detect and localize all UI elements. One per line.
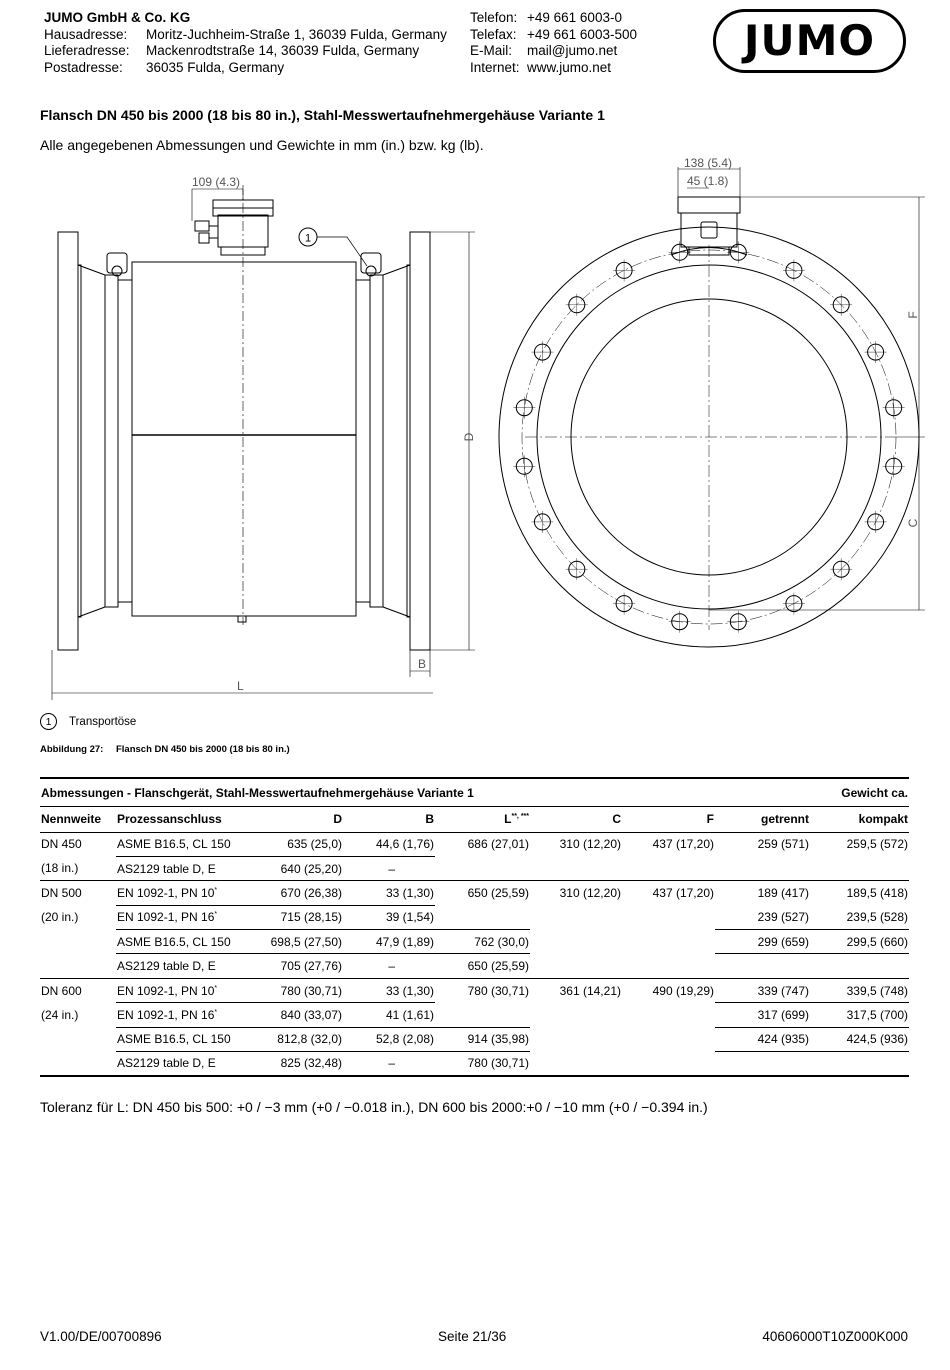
cell-k	[810, 856, 909, 880]
header-c: C	[530, 806, 622, 832]
label-d: D	[462, 432, 476, 442]
header-l-footnote: **, ***	[511, 813, 529, 820]
cell-proz	[116, 881, 256, 905]
header-d: D	[256, 806, 343, 832]
label-f: F	[906, 311, 920, 319]
label-c: C	[906, 518, 920, 528]
cell-g: 424 (935)	[715, 1027, 810, 1051]
cell-f: 490 (19,29)	[622, 978, 715, 1002]
cell-b: –	[343, 1052, 435, 1076]
header-getrennt: getrennt	[715, 806, 810, 832]
header-nennweite: Nennweite	[40, 806, 116, 832]
company-name: JUMO GmbH & Co. KG	[44, 10, 191, 25]
cell-nw	[40, 1052, 116, 1076]
cell-d: 635 (25,0)	[287, 837, 342, 852]
cell-nw	[40, 1027, 116, 1051]
cell-f	[622, 856, 715, 880]
table-row	[40, 881, 909, 905]
cell-nw: (20 in.)	[41, 910, 79, 925]
cell-nw: DN 500	[40, 881, 116, 905]
cell-b: 47,9 (1,89)	[343, 930, 435, 954]
cell-d: 780 (30,71)	[256, 978, 343, 1002]
header-kompakt: kompakt	[810, 806, 909, 832]
cell-c	[530, 1027, 622, 1051]
cell-nw: DN 450	[41, 837, 82, 852]
cell-b: 33 (1,30)	[343, 881, 435, 905]
left-ring	[118, 280, 132, 602]
footnote-marker: *	[214, 1008, 218, 1016]
box-gland-front	[701, 222, 717, 238]
cell-l: 762 (30,0)	[435, 930, 530, 954]
cell-proz: AS2129 table D, E	[116, 954, 256, 978]
cell-g: 317 (699)	[715, 1003, 810, 1027]
cell-l: 780 (30,71)	[435, 978, 530, 1002]
cell-d: 698,5 (27,50)	[256, 930, 343, 954]
address-label: Hausadresse:	[44, 26, 128, 42]
right-neck	[370, 275, 383, 607]
cell-b: 52,8 (2,08)	[343, 1027, 435, 1051]
cell-c	[530, 954, 622, 978]
header-prozess: Prozessanschluss	[116, 806, 256, 832]
table-row	[40, 832, 909, 856]
flange-taper	[78, 607, 105, 617]
header-f: F	[622, 806, 715, 832]
cell-f	[622, 930, 715, 954]
cell-d: 705 (27,76)	[256, 954, 343, 978]
legend-number: 1	[40, 713, 57, 730]
flange-edge	[407, 265, 410, 617]
address-label: Postadresse:	[44, 59, 123, 75]
cell-b: 39 (1,54)	[343, 905, 435, 929]
cell-text: EN 1092-1, PN 10	[117, 983, 215, 998]
footer-doc-id: V1.00/DE/00700896	[40, 1329, 162, 1344]
cell-k	[810, 954, 909, 978]
contact-label: Telefax:	[470, 26, 517, 42]
cell-d: 812,8 (32,0)	[256, 1027, 343, 1051]
cell-l	[435, 1003, 530, 1027]
cell-d: 715 (28,15)	[256, 905, 343, 929]
legend-text: Transportöse	[69, 715, 137, 728]
cell-nw: (24 in.)	[41, 1007, 79, 1022]
left-neck	[105, 275, 118, 607]
address-label: Lieferadresse:	[44, 43, 130, 59]
table-row	[40, 954, 909, 978]
cell-b: 41 (1,61)	[343, 1003, 435, 1027]
cell-b: –	[343, 856, 435, 880]
contact-value: +49 661 6003-500	[527, 26, 637, 42]
contact-row	[470, 43, 637, 60]
cell-f: 437 (17,20)	[652, 837, 714, 852]
section-title: Flansch DN 450 bis 2000 (18 bis 80 in.), Stahl-Messwertaufnehmergehäuse Variante 1	[40, 107, 605, 123]
address-value: Mackenrodtstraße 14, 36039 Fulda, Germany	[146, 43, 420, 59]
cable-gland	[195, 221, 209, 231]
right-flange	[410, 232, 430, 650]
contact-row	[470, 27, 637, 44]
footnote-marker: *	[214, 886, 218, 894]
cell-nw	[40, 954, 116, 978]
dim-138-text: 138 (5.4)	[684, 156, 733, 170]
footer-part-number: 40606000T10Z000K000	[762, 1329, 908, 1344]
cell-k: 424,5 (936)	[810, 1027, 909, 1051]
header-l-text: L	[504, 812, 512, 826]
cell-nw: DN 600	[40, 978, 116, 1002]
contact-value: www.jumo.net	[527, 59, 612, 75]
cell-g	[715, 954, 810, 978]
contact-label: E-Mail:	[470, 43, 513, 59]
cell-proz	[116, 905, 256, 929]
table-header-row	[40, 806, 909, 832]
cell-l: 650 (25,59)	[435, 881, 530, 905]
cell-l	[435, 856, 530, 880]
logo-text: JUMO	[743, 16, 876, 65]
cell-proz: ASME B16.5, CL 150	[117, 837, 231, 852]
cell-f	[622, 1027, 715, 1051]
flange-taper	[383, 265, 410, 275]
cell-k: 259,5 (572)	[846, 837, 908, 852]
cell-d: 670 (26,38)	[256, 881, 343, 905]
cell-c: 310 (12,20)	[559, 837, 621, 852]
flange-edge	[78, 265, 81, 617]
cell-d: 825 (32,48)	[256, 1052, 343, 1076]
front-view	[499, 156, 925, 647]
dim-109-text: 109 (4.3)	[192, 175, 241, 189]
table-body	[40, 832, 909, 1076]
cell-b: 33 (1,30)	[343, 978, 435, 1002]
cell-text: EN 1092-1, PN 16	[117, 910, 215, 925]
dim-45-text: 45 (1.8)	[687, 174, 729, 188]
address-row	[44, 60, 447, 77]
cell-g: 339 (747)	[715, 978, 810, 1002]
cell-d: 640 (25,20)	[256, 856, 343, 880]
cell-d: 840 (33,07)	[256, 1003, 343, 1027]
lifting-eye	[361, 253, 381, 273]
cell-g	[715, 856, 810, 880]
table-caption-weight: Gewicht ca.	[715, 778, 909, 806]
cell-text: EN 1092-1, PN 16	[117, 1007, 215, 1022]
label-l: L	[237, 679, 244, 693]
cell-c: 310 (12,20)	[530, 881, 622, 905]
box-front	[681, 213, 737, 247]
table-row	[40, 978, 909, 1002]
cell-l	[435, 905, 530, 929]
dimensions-table	[40, 777, 909, 1077]
cell-k: 317,5 (700)	[810, 1003, 909, 1027]
cell-proz	[116, 978, 256, 1002]
company-address-block	[44, 10, 447, 76]
footer-page: Seite 21/36	[438, 1329, 507, 1344]
cell-c	[530, 1003, 622, 1027]
cell-k: 339,5 (748)	[810, 978, 909, 1002]
flange-taper	[78, 265, 105, 275]
cell-text: EN 1092-1, PN 10	[117, 885, 215, 900]
drain-plug	[238, 616, 246, 622]
table-row	[40, 905, 909, 929]
cell-f: 437 (17,20)	[622, 881, 715, 905]
cell-proz: ASME B16.5, CL 150	[116, 1027, 256, 1051]
cell-nw	[40, 930, 116, 954]
address-row	[44, 27, 447, 44]
cell-c	[530, 905, 622, 929]
figure-caption-text: Flansch DN 450 bis 2000 (18 bis 80 in.)	[115, 744, 290, 755]
technical-drawing	[35, 155, 935, 705]
table-row	[40, 930, 909, 954]
box-cover-front	[678, 197, 740, 213]
tolerance-note: Toleranz für L: DN 450 bis 500: +0 / −3 mm (+0 / −0.018 in.), DN 600 bis 2000:+0 / −10 mm (+0 / −0.394 in.)	[40, 1099, 708, 1115]
table-row	[40, 856, 909, 880]
cell-c: 361 (14,21)	[530, 978, 622, 1002]
sensor-body	[132, 262, 356, 616]
contact-row	[470, 60, 637, 77]
cell-k: 299,5 (660)	[810, 930, 909, 954]
cell-g	[715, 1052, 810, 1076]
cell-f	[622, 954, 715, 978]
cell-g: 259 (571)	[757, 837, 809, 852]
cell-nw: (18 in.)	[41, 861, 79, 876]
figure-caption	[40, 744, 290, 755]
cell-k: 239,5 (528)	[846, 910, 908, 925]
cell-proz	[116, 1003, 256, 1027]
cell-proz: AS2129 table D, E	[116, 1052, 256, 1076]
cell-l: 650 (25,59)	[435, 954, 530, 978]
side-view	[52, 175, 476, 700]
contact-block	[470, 10, 637, 76]
footnote-marker: *	[214, 984, 218, 992]
cable-gland	[199, 233, 209, 243]
contact-value: +49 661 6003-0	[527, 10, 622, 25]
label-b: B	[418, 657, 427, 671]
cell-b: 44,6 (1,76)	[375, 837, 434, 852]
address-value: 36035 Fulda, Germany	[146, 59, 285, 75]
cell-c	[530, 1052, 622, 1076]
table-caption-row	[40, 778, 909, 806]
cell-f	[622, 1052, 715, 1076]
table-row	[40, 1027, 909, 1051]
cell-proz: ASME B16.5, CL 150	[116, 930, 256, 954]
left-flange	[58, 232, 78, 650]
cell-g: 299 (659)	[715, 930, 810, 954]
table-row	[40, 1052, 909, 1076]
flange-taper	[383, 607, 410, 617]
figure-number: Abbildung 27:	[40, 744, 104, 755]
table-row	[40, 1003, 909, 1027]
right-ring	[356, 280, 370, 602]
header-l	[435, 806, 530, 832]
header-b: B	[343, 806, 435, 832]
cell-k: 189,5 (418)	[810, 881, 909, 905]
cell-b: –	[343, 954, 435, 978]
contact-row	[470, 10, 637, 27]
cell-f	[622, 1003, 715, 1027]
cell-l: 686 (27,01)	[467, 837, 529, 852]
cell-proz: AS2129 table D, E	[116, 856, 256, 880]
address-value: Moritz-Juchheim-Straße 1, 36039 Fulda, Germany	[146, 26, 447, 42]
cell-f	[622, 905, 715, 929]
table-caption: Abmessungen - Flanschgerät, Stahl-Messwertaufnehmergehäuse Variante 1	[40, 778, 715, 806]
legend	[40, 713, 136, 730]
cell-g: 189 (417)	[715, 881, 810, 905]
cell-l: 914 (35,98)	[435, 1027, 530, 1051]
callout-number: 1	[304, 232, 312, 245]
lifting-eye	[107, 253, 127, 273]
cell-g: 239 (527)	[757, 910, 809, 925]
contact-label: Internet:	[470, 59, 520, 75]
jumo-logo	[713, 9, 906, 73]
cell-k	[810, 1052, 909, 1076]
footnote-marker: *	[214, 911, 218, 919]
contact-label: Telefon:	[470, 10, 518, 25]
address-row	[44, 43, 447, 60]
contact-value: mail@jumo.net	[527, 43, 618, 59]
cell-l: 780 (30,71)	[435, 1052, 530, 1076]
cell-c	[530, 930, 622, 954]
cell-c	[530, 856, 622, 880]
intro-text: Alle angegebenen Abmessungen und Gewichte in mm (in.) bzw. kg (lb).	[40, 137, 484, 153]
